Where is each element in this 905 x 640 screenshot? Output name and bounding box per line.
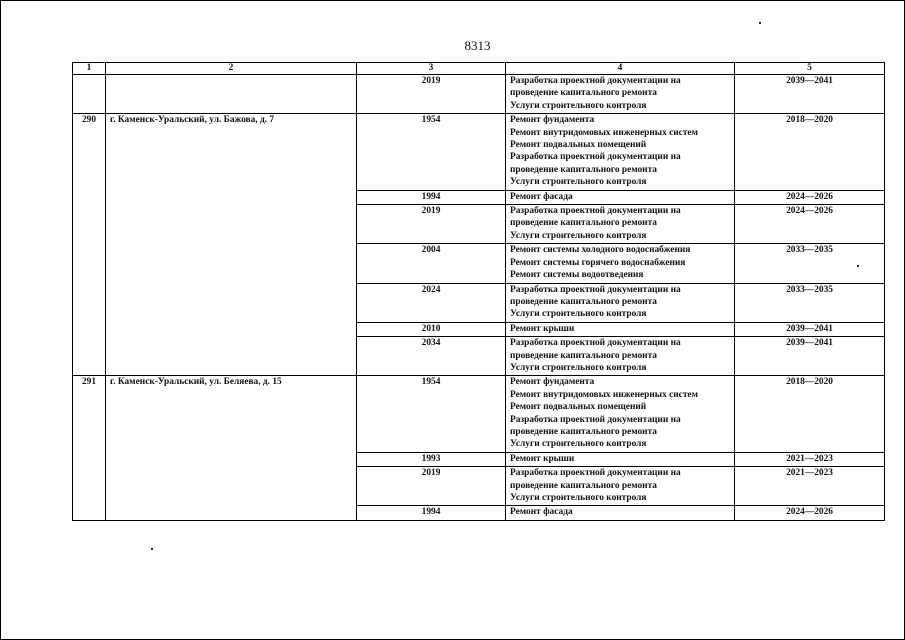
work-item: Разработка проектной документации на: [510, 152, 681, 163]
work-item: Ремонт подвальных помещений: [510, 402, 647, 413]
period-cell: 2021—2023: [735, 452, 885, 466]
work-item: проведение капитального ремонта: [510, 426, 657, 437]
work-item: Ремонт подвальных помещений: [510, 140, 647, 151]
work-type-cell: [506, 322, 735, 336]
work-type-cell: [506, 506, 735, 520]
period-cell: 2039—2041: [735, 337, 885, 376]
table-body: [73, 75, 885, 521]
work-item: Ремонт фасада: [510, 507, 573, 518]
work-item: проведение капитального ремонта: [510, 480, 657, 491]
work-item: Разработка проектной документации на: [510, 414, 681, 425]
work-item: Разработка проектной документации на: [510, 206, 681, 217]
work-type-cell: [506, 114, 735, 190]
work-item: проведение капитального ремонта: [510, 350, 657, 361]
work-item: Разработка проектной документации на: [510, 76, 681, 86]
work-item: Ремонт системы водоотведения: [510, 270, 644, 281]
work-item: Услуги строительного контроля: [510, 230, 647, 241]
work-type-cell: [506, 376, 735, 452]
work-item: Услуги строительного контроля: [510, 362, 647, 373]
work-item: Услуги строительного контроля: [510, 309, 647, 320]
scan-speck: [857, 265, 859, 267]
year-cell: 2024: [357, 283, 506, 322]
work-item: Ремонт фасада: [510, 191, 573, 202]
work-item: Разработка проектной документации на: [510, 468, 681, 479]
year-cell: 2019: [357, 205, 506, 244]
column-header-4: 4: [506, 63, 735, 75]
row-number: 291: [73, 376, 106, 520]
period-cell: 2018—2020: [735, 376, 885, 452]
work-type-cell: [506, 337, 735, 376]
work-type-cell: [506, 452, 735, 466]
table-header: [73, 63, 885, 75]
work-item: Ремонт крыши: [510, 323, 575, 334]
scan-speck: [151, 548, 153, 550]
work-type-cell: [506, 467, 735, 506]
period-cell: 2018—2020: [735, 114, 885, 190]
row-number: [73, 75, 106, 114]
year-cell: 1954: [357, 114, 506, 190]
work-item: Услуги строительного контроля: [510, 177, 647, 188]
work-item: Ремонт крыши: [510, 453, 575, 464]
period-cell: 2024—2026: [735, 190, 885, 204]
period-cell: 2024—2026: [735, 506, 885, 520]
row-number: 290: [73, 114, 106, 376]
work-type-cell: [506, 75, 735, 114]
column-header-3: 3: [357, 63, 506, 75]
repair-schedule-table: [72, 62, 885, 521]
work-item: проведение капитального ремонта: [510, 88, 657, 99]
building-address: г. Каменск-Уральский, ул. Бажова, д. 7: [106, 114, 357, 376]
year-cell: 1954: [357, 376, 506, 452]
period-cell: 2033—2035: [735, 244, 885, 283]
work-item: Ремонт фундамента: [510, 115, 595, 126]
column-header-2: 2: [106, 63, 357, 75]
page-number: 8313: [464, 38, 491, 53]
work-type-cell: [506, 244, 735, 283]
period-cell: 2021—2023: [735, 467, 885, 506]
year-cell: 2019: [357, 75, 506, 114]
work-item: Услуги строительного контроля: [510, 100, 647, 111]
work-item: проведение капитального ремонта: [510, 218, 657, 229]
table-row: [73, 75, 885, 114]
work-type-cell: [506, 190, 735, 204]
work-type-cell: [506, 205, 735, 244]
work-item: Услуги строительного контроля: [510, 439, 647, 450]
scan-speck: [759, 22, 761, 24]
work-item: проведение капитального ремонта: [510, 164, 657, 175]
year-cell: 2004: [357, 244, 506, 283]
work-type-cell: [506, 283, 735, 322]
period-cell: 2024—2026: [735, 205, 885, 244]
work-item: Ремонт внутридомовых инженерных систем: [510, 127, 698, 138]
work-item: Разработка проектной документации на: [510, 284, 681, 295]
column-header-5: 5: [735, 63, 885, 75]
column-header-1: 1: [73, 63, 106, 75]
year-cell: 1994: [357, 190, 506, 204]
work-item: Ремонт системы холодного водоснабжения: [510, 245, 691, 256]
year-cell: 1994: [357, 506, 506, 520]
table-row: [73, 114, 885, 190]
work-item: Разработка проектной документации на: [510, 338, 681, 349]
work-item: Услуги строительного контроля: [510, 493, 647, 503]
year-cell: 2034: [357, 337, 506, 376]
table-row: [73, 376, 885, 452]
work-item: Ремонт фундамента: [510, 377, 595, 388]
work-item: проведение капитального ремонта: [510, 296, 657, 307]
header-row: [73, 63, 885, 75]
building-address: [106, 75, 357, 114]
building-address: г. Каменск-Уральский, ул. Беляева, д. 15: [106, 376, 357, 520]
year-cell: 2019: [357, 467, 506, 506]
period-cell: 2039—2041: [735, 75, 885, 114]
period-cell: 2033—2035: [735, 283, 885, 322]
work-item: Ремонт внутридомовых инженерных систем: [510, 389, 698, 400]
period-cell: 2039—2041: [735, 322, 885, 336]
work-item: Ремонт системы горячего водоснабжения: [510, 257, 686, 268]
year-cell: 2010: [357, 322, 506, 336]
year-cell: 1993: [357, 452, 506, 466]
